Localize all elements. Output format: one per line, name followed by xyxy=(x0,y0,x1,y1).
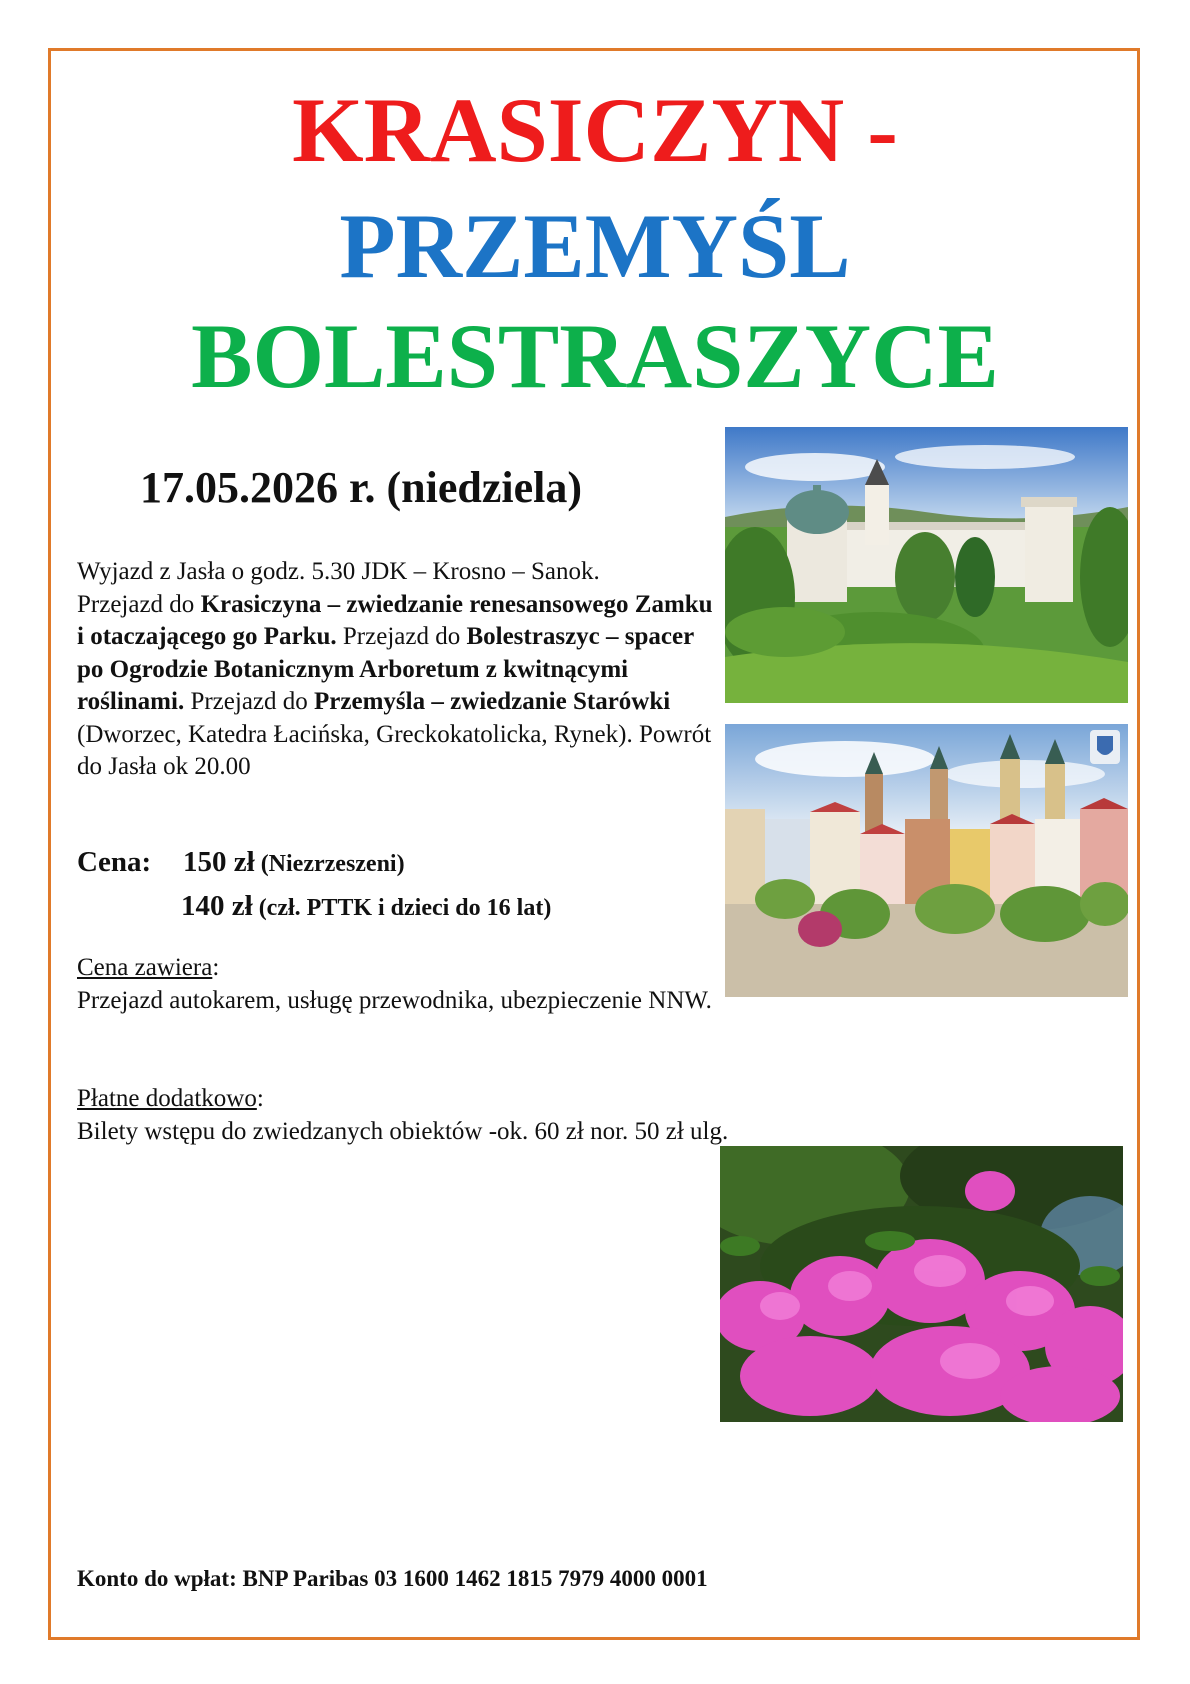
trip-description xyxy=(77,556,717,784)
title-przemysl: PRZEMYŚL xyxy=(339,195,851,297)
desc-text: Przejazd do xyxy=(336,623,467,650)
desc-return: (Dworzec, Katedra Łacińska, Greckokatolicka, Rynek). Powrót do Jasła ok 20.00 xyxy=(77,720,712,780)
price-reduced xyxy=(181,890,551,923)
azalea-photo xyxy=(720,1146,1123,1422)
old-town-photo xyxy=(725,724,1128,997)
includes-text: Przejazd autokarem, usługę przewodnika, ubezpieczenie NNW. xyxy=(77,986,712,1014)
price-regular-note: (Niezrzeszeni) xyxy=(254,851,405,877)
castle-photo xyxy=(725,427,1128,703)
bank-account: Konto do wpłat: BNP Paribas 03 1600 1462 1815 7979 4000 0001 xyxy=(77,1566,708,1591)
extra-text: Bilety wstępu do zwiedzanych obiektów -ok. 60 zł nor. 50 zł ulg. xyxy=(77,1117,729,1145)
desc-bolestraszyce: Bolestraszyc – spacer po Ogrodzie Botanicznym Arboretum z kwitnącymi roślinami. xyxy=(77,623,694,715)
desc-krasiczyn: Krasiczyna – zwiedzanie renesansowego Zamku i otaczającego go Parku. xyxy=(77,590,713,650)
desc-przemysl: Przemyśla – zwiedzanie Starówki xyxy=(314,688,671,715)
extra-colon: : xyxy=(256,1085,264,1112)
extra-heading: Płatne dodatkowo xyxy=(77,1085,257,1112)
price-regular xyxy=(183,846,405,879)
extra-costs xyxy=(77,1083,857,1148)
title-bolestraszyce: BOLESTRASZYCE xyxy=(191,305,999,407)
price-reduced-note: (czł. PTTK i dzieci do 16 lat) xyxy=(252,895,552,921)
price-includes xyxy=(77,952,717,1017)
price-label: Cena: xyxy=(77,846,152,878)
includes-heading: Cena zawiera xyxy=(77,954,213,981)
trip-date: 17.05.2026 r. (niedziela) xyxy=(140,463,582,512)
desc-departure: Wyjazd z Jasła o godz. 5.30 JDK – Krosno – Sanok. xyxy=(77,558,600,585)
desc-text: Przejazd do xyxy=(77,590,201,618)
price-regular-value: 150 zł xyxy=(183,846,255,878)
includes-colon: : xyxy=(212,954,220,981)
desc-text: Przejazd do xyxy=(184,688,315,715)
price-reduced-value: 140 zł xyxy=(181,890,253,922)
title-krasiczyn: KRASICZYN - xyxy=(292,79,898,181)
